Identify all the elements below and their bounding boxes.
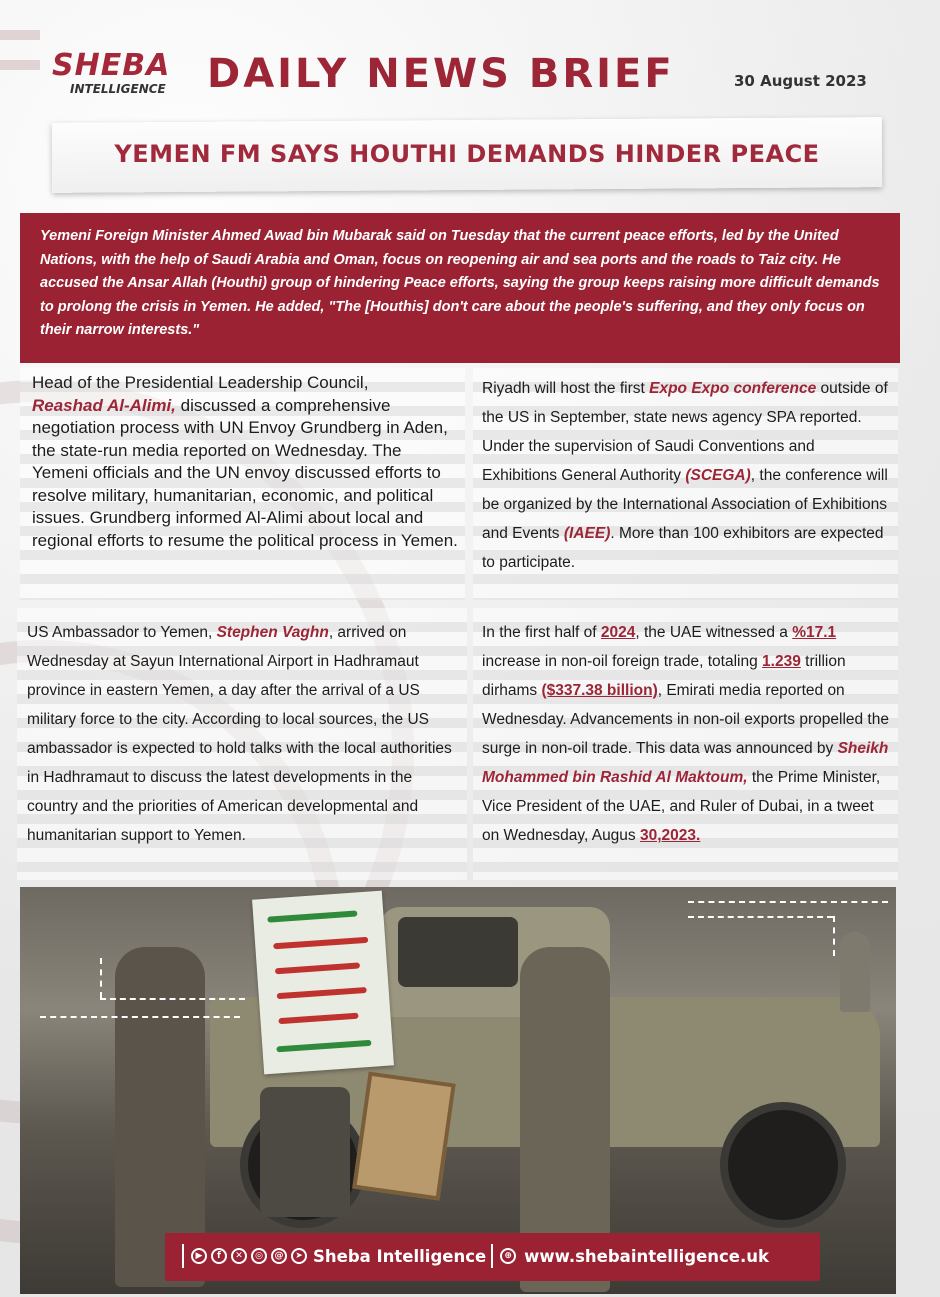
story3-text-2: , arrived on Wednesday at Sayun International Airport in Hadhramaut province in eastern Yemen, a day after the arrival of a US military force to the city. According to local sources, the US ambassador is expected to hold talks with the local authorities in Hadhramaut to discuss the latest developments in the country and the priorities of American developmental and humanitarian support to Yemen. (27, 624, 452, 844)
photo-dashed-frame (100, 958, 102, 998)
background-stripe (0, 30, 40, 40)
footer-separator (491, 1244, 493, 1268)
photo-dashed-frame (833, 916, 835, 956)
youtube-icon[interactable]: ▶ (191, 1248, 207, 1264)
telegram-icon[interactable]: ➤ (291, 1248, 307, 1264)
story2-text-4: . More than 100 exhibitors are expected to participate. (482, 525, 884, 571)
sheba-logo[interactable] (52, 50, 192, 100)
photo-dashed-frame (688, 901, 888, 903)
story4-text-4: trillion dirhams (482, 653, 846, 699)
logo-sub-text: INTELLIGENCE (70, 82, 166, 96)
story2-text-2: outside of the US in September, state news agency SPA reported. Under the supervision of Saudi Conventions and Exhibitions General Authority (482, 380, 888, 484)
photo-truck-wheel (720, 1102, 846, 1228)
brief-date: 30 August 2023 (734, 72, 867, 90)
header (52, 48, 882, 108)
story1-name-link[interactable]: Reashad Al-Alimi, (32, 395, 176, 415)
story4-year-link[interactable]: 2024 (600, 624, 636, 641)
story-us-ambassador (17, 608, 467, 880)
footer-bar (165, 1233, 820, 1281)
photo-banner (252, 891, 394, 1075)
headline: YEMEN FM SAYS HOUTHI DEMANDS HINDER PEACE (114, 140, 820, 168)
story1-body: discussed a comprehensive negotiation process with UN Envoy Grundberg in Aden, the state-run media reported on Wednesday. The Yemeni officials and the UN envoy discussed efforts to resolve military, humanitarian, economic, and political issues. Grundberg informed Al-Alimi about local and regional efforts to resume the political process in Yemen. (32, 395, 458, 550)
instagram-icon[interactable]: ◎ (251, 1248, 267, 1264)
photo-dashed-frame (100, 998, 245, 1000)
story2-text-1: Riyadh will host the first (482, 380, 650, 397)
x-icon[interactable]: ✕ (231, 1248, 247, 1264)
story4-text-2: , the UAE witnessed a (635, 624, 793, 641)
background-stripe (0, 60, 40, 70)
footer-separator (182, 1244, 184, 1268)
story3-name-link[interactable]: Stephen Vaghn (216, 624, 329, 641)
photo-dashed-frame (40, 1016, 240, 1018)
story4-text-1: In the first half of (482, 624, 601, 641)
facebook-icon[interactable]: f (211, 1248, 227, 1264)
story2-expo-link[interactable]: Expo Expo conference (649, 380, 817, 397)
lead-box (20, 213, 900, 363)
story2-text-3: , the conference will be organized by the International Association of Exhibitions and Events (482, 467, 888, 542)
brief-title: DAILY NEWS BRIEF (207, 51, 675, 97)
story-expo-riyadh (473, 368, 898, 600)
story4-text-5: , Emirati media reported on Wednesday. Advancements in non-oil exports propelled the surge in non-oil trade. This data was announced by (482, 682, 889, 757)
footer-brand[interactable]: Sheba Intelligence (313, 1246, 487, 1266)
story4-text-6: the Prime Minister, Vice President of the UAE, and Ruler of Dubai, in a tweet on Wednesday, Augus (482, 769, 881, 844)
story2-iaee-link[interactable]: (IAEE) (563, 525, 611, 542)
photo-truck-window (398, 917, 518, 987)
story4-sheikh-link[interactable]: Sheikh Mohammed bin Rashid Al Maktoum, (482, 740, 889, 786)
photo-barrel (260, 1087, 350, 1217)
globe-icon: ⊕ (500, 1248, 516, 1264)
story4-percent-link[interactable]: %17.1 (792, 624, 837, 641)
lead-text: Yemeni Foreign Minister Ahmed Awad bin Mubarak said on Tuesday that the current peace efforts, led by the United Nations, with the help of Saudi Arabia and Oman, focus on reopening air and sea ports and the roads to Taiz city. He accused the Ansar Allah (Houthi) group of hindering Peace efforts, saying the group keeps raising more difficult demands to prolong the crisis in Yemen. He added, "The [Houthis] don't care about the people's suffering, and they only focus on their narrow interests." (40, 228, 880, 338)
threads-icon[interactable]: @ (271, 1248, 287, 1264)
story4-usd-link[interactable]: ($337.38 billion) (541, 682, 658, 699)
story-uae-trade (473, 608, 898, 880)
photo-person-right (840, 932, 870, 1012)
story4-amount-link[interactable]: 1.239 (762, 653, 801, 670)
story3-text-1: US Ambassador to Yemen, (27, 624, 217, 641)
footer-url-link[interactable]: www.shebaintelligence.uk (524, 1246, 769, 1266)
logo-main-text: SHEBA (52, 48, 171, 83)
story4-text-3: increase in non-oil foreign trade, totaling (482, 653, 763, 670)
photo-sign (352, 1071, 456, 1200)
story2-scega-link[interactable]: (SCEGA) (685, 467, 751, 484)
story-presidential-council (20, 368, 465, 600)
photo-dashed-frame (688, 916, 833, 918)
story1-intro: Head of the Presidential Leadership Council, (32, 373, 369, 392)
story4-date-link[interactable]: 30,2023. (639, 827, 701, 844)
